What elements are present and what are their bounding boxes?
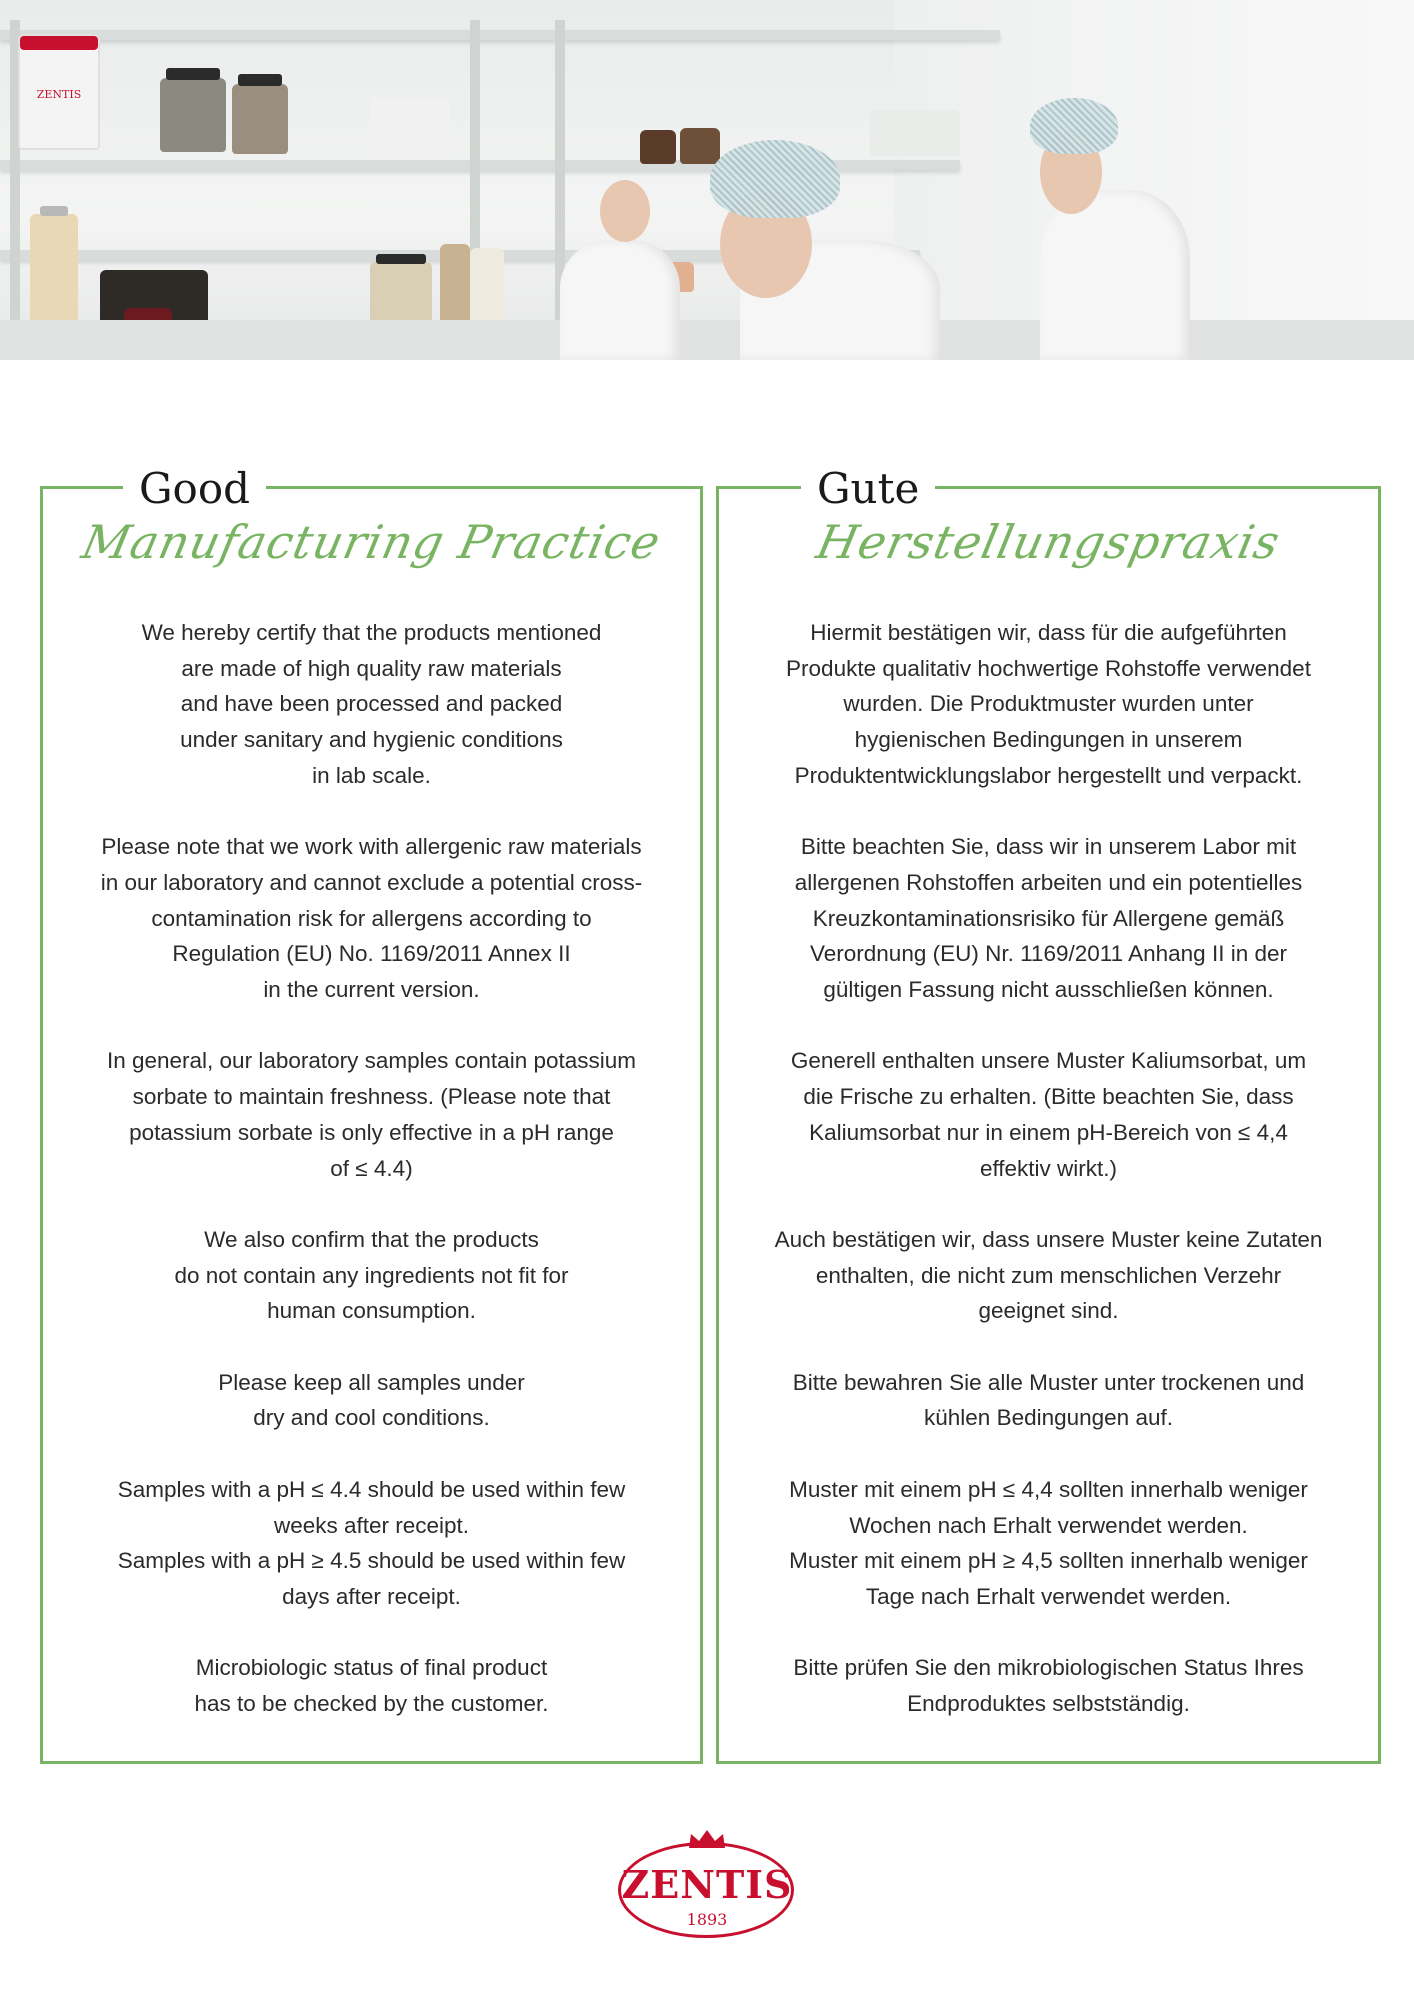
bottle-cream (30, 214, 78, 330)
gmp-german-panel (716, 464, 1381, 1764)
paragraph: Samples with a pH ≤ 4.4 should be used within few weeks after receipt. Samples with a pH ≥ 4.5 should be used within few days after receipt. (117, 1476, 626, 1609)
paragraph: We hereby certify that the products mentioned are made of high quality raw materials and have been processed and packed under sanitary and hygienic conditions in lab scale. (141, 620, 602, 788)
paragraph: Hiermit bestätigen wir, dass für die aufgeführten Produkte qualitativ hochwertige Rohstoffe verwendet wurden. Die Produktmuster wurden unter hygienischen Bedingungen in unserem Produktentwicklungslabor hergestellt und verpackt. (786, 620, 1311, 788)
panel-text (733, 615, 1364, 1722)
paragraph: In general, our laboratory samples contain potassium sorbate to maintain freshness. (Please note that potassium sorbate is only effective in a pH range of ≤ 4.4) (106, 1048, 637, 1181)
zentis-logo (612, 1824, 802, 1954)
paragraph: Microbiologic status of final product has to be checked by the customer. (194, 1655, 549, 1716)
jar-grain (232, 84, 288, 154)
header-photo (0, 0, 1414, 360)
paragraph: Bitte bewahren Sie alle Muster unter trockenen und kühlen Bedingungen auf. (792, 1369, 1305, 1431)
panel-text (57, 615, 686, 1722)
jar-seeds (160, 78, 226, 152)
jar-label: ZENTIS (36, 88, 82, 101)
paragraph: We also confirm that the products do not contain any ingredients not fit for human consumption. (174, 1226, 569, 1324)
logo-wordmark: ZENTIS (621, 1862, 793, 1907)
jar-white (18, 34, 100, 150)
panel-heading: Gute (801, 447, 935, 531)
bottle (470, 248, 504, 330)
paragraph: Auch bestätigen wir, dass unsere Muster keine Zutaten enthalten, die nicht zum menschlichen Verzehr geeignet sind. (774, 1226, 1323, 1324)
person-front (700, 130, 980, 360)
logo-year: 1893 (686, 1910, 728, 1929)
person-right (1010, 90, 1200, 360)
panel-heading: Good (123, 447, 266, 531)
paragraph: Bitte prüfen Sie den mikrobiologischen Status Ihres Endproduktes selbstständig. (793, 1655, 1304, 1716)
paragraph: Muster mit einem pH ≤ 4,4 sollten innerhalb weniger Wochen nach Erhalt verwendet werden. Muster mit einem pH ≥ 4,5 sollten innerhalb weniger Tage nach Erhalt verwendet werden. (789, 1476, 1308, 1609)
crown-icon (687, 1828, 727, 1850)
gmp-english-panel (40, 464, 703, 1764)
paragraph: Please keep all samples under dry and cool conditions. (218, 1369, 525, 1431)
jar-dark (640, 130, 676, 164)
panel-subheading: Manufacturing Practice (77, 515, 666, 569)
panel-subheading: Herstellungspraxis (812, 515, 1285, 569)
person-background (560, 170, 690, 360)
paragraph: Please note that we work with allergenic raw materials in our laboratory and cannot exclude a potential cross- contamination risk for allergens according to Regulation (EU) No. 1169/2011 Annex II in the current version. (100, 834, 643, 1003)
paragraph: Generell enthalten unsere Muster Kaliumsorbat, um die Frische zu erhalten. (Bitte beachten Sie, dass Kaliumsorbat nur in einem pH-Bereich von ≤ 4,4 effektiv wirkt.) (790, 1048, 1307, 1181)
shelf (0, 30, 1000, 40)
paragraph: Bitte beachten Sie, dass wir in unserem Labor mit allergenen Rohstoffen arbeiten und ein potentielles Kreuzkontaminationsrisiko für Allergene gemäß Verordnung (EU) Nr. 1169/2011 Anhang II in der gültigen Fassung nicht ausschließen können. (794, 834, 1303, 1003)
cups (370, 98, 450, 156)
bottle (440, 244, 470, 330)
